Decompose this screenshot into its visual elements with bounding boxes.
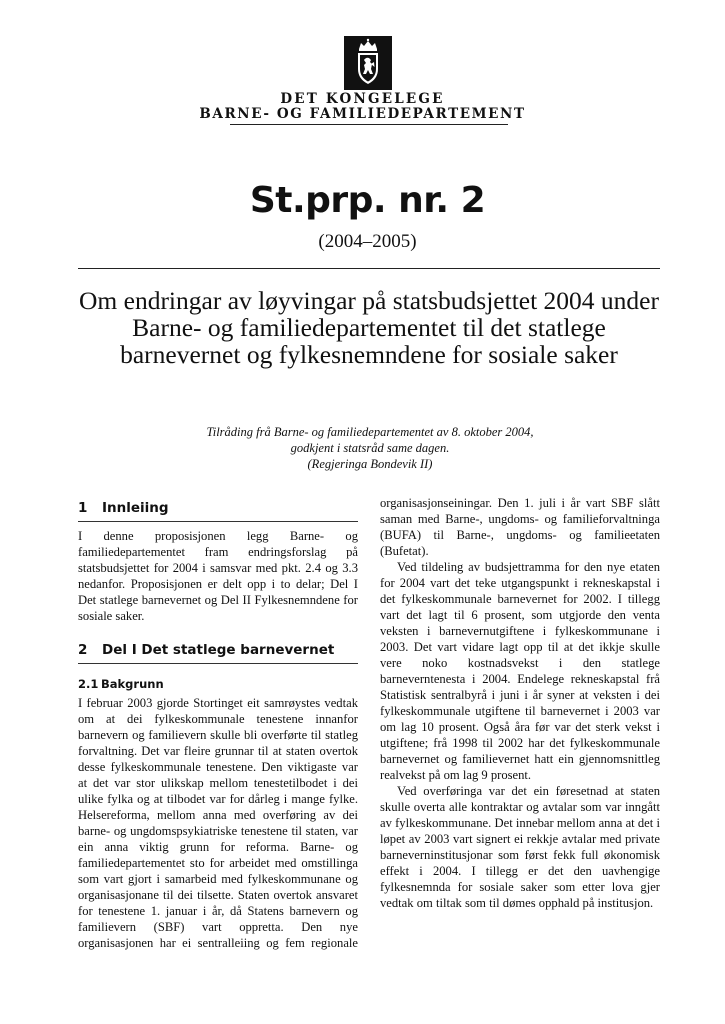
section-heading (78, 642, 358, 664)
paragraph-continuation: organisasjonseiningar. Den 1. juli i år vart SBF slått saman med Barne-, ungdoms- og familieforvaltninga (BUFA) til Barne-, ungdoms- og familieetaten (Bufetat). (380, 496, 660, 558)
section-number: 1 (78, 500, 88, 516)
department-name-line1: DET KONGELEGE (280, 91, 445, 107)
subsection-number: 2.1 (78, 677, 99, 691)
recommendation-block (150, 424, 590, 472)
left-column (78, 495, 358, 951)
subsection-heading (78, 676, 358, 692)
right-column (380, 495, 660, 911)
title-divider (78, 268, 660, 269)
paragraph: Ved overføringa var det ein føresetnad at staten skulle overta alle kontraktar og avtalar som var inngått av fylkeskommunane. Det innebar mellom anna at det i løpet av 2003 vart signert ei rekkje avtalar med private barneverninstitusjonar som først fekk full økonomisk effekt i 2004. I tillegg er det den uavhengige fylkesnemnda for sosiale saker som etter lova gjer vedtak om tiltak som til dømes opphald på institusjon. (380, 784, 660, 910)
paragraph: I februar 2003 gjorde Stortinget eit samrøystes vedtak om at dei fylkeskommunale tenestene innanfor barnevern og familievern skulle bli overførte til statleg forvaltning. Det var fleire grunnar til at staten overtok desse fylkeskommunale tenestene. Den viktigaste var at det var stor ulikskap mellom tenestetilbodet i dei ulike fylka og at tilbodet var for dårleg i mange fylke. Helsereforma, mellom anna med overføring av dei barne- og ungdomspsykiatriske tenestene til staten, var ein anna viktig grunn for reforma. Barne- og familiedepartementet sto for arbeidet med omstillinga som vart gjort i samarbeid med fylkeskommunane og organisasjonane til dei tilsette. Staten overtok ansvaret for tenestene 1. januar i år, då Statens barnevern og familievern (SBF) vart oppretta. Den nye organisasjonen har ei sentralleiing og fem regionale (78, 696, 358, 950)
session-year: (2004–2005) (318, 231, 417, 252)
royal-coat-of-arms-icon (344, 36, 392, 90)
section-title: Del I Det statlege barnevernet (102, 642, 335, 658)
document-subject: Om endringar av løyvingar på statsbudsjettet 2004 under Barne- og familiedepartementet til det statlege barnevernet og fylkesnemndene for sosiale saker (79, 286, 659, 369)
header-divider (230, 124, 508, 125)
document-title: St.prp. nr. 2 (249, 180, 486, 221)
section-heading (78, 500, 358, 522)
section-title: Innleiing (102, 500, 169, 516)
recommendation-line: godkjent i statsråd same dagen. (290, 441, 450, 455)
section-number: 2 (78, 642, 88, 658)
recommendation-line: (Regjeringa Bondevik II) (307, 457, 433, 471)
paragraph: Ved tildeling av budsjettramma for den nye etaten for 2004 vart det teke utgangspunkt i rekneskapstal i det fylkeskommunale barnevernet for 2002. I tillegg vart det lagt til 6 prosent, som utgjorde den venta veksten i barnevernutgiftene i fylkeskommunane i 2003. Det vart vidare lagt opp til at det ikkje skulle vere noko kostnadsvekst i den statlege barneverntenesta i 2004. Endelege rekneskapstal frå Statistisk sentralbyrå i juni i år syner at veksten i dei fylkeskommunale utgiftene til barnevernet i 2003 var om lag 10 prosent. Også åra før var det sterk vekst i utgiftene; frå 1998 til 2002 har det fylkeskommunale barnevernet og familievernet hatt ein gjennomsnittleg realvekst på om lag 9 prosent. (380, 560, 660, 782)
department-name-line2: BARNE- OG FAMILIEDEPARTEMENT (199, 106, 526, 122)
recommendation-line: Tilråding frå Barne- og familiedepartementet av 8. oktober 2004, (206, 425, 534, 439)
paragraph: I denne proposisjonen legg Barne- og familiedepartementet fram endringsforslag på statsbudsjettet for 2004 i samsvar med pkt. 2.4 og 3.3 nedanfor. Proposisjonen er delt opp i to delar; Del I Det statlege barnevernet og Del II Fylkesnemndene for sosiale saker. (78, 529, 358, 623)
subsection-title: Bakgrunn (101, 677, 164, 691)
